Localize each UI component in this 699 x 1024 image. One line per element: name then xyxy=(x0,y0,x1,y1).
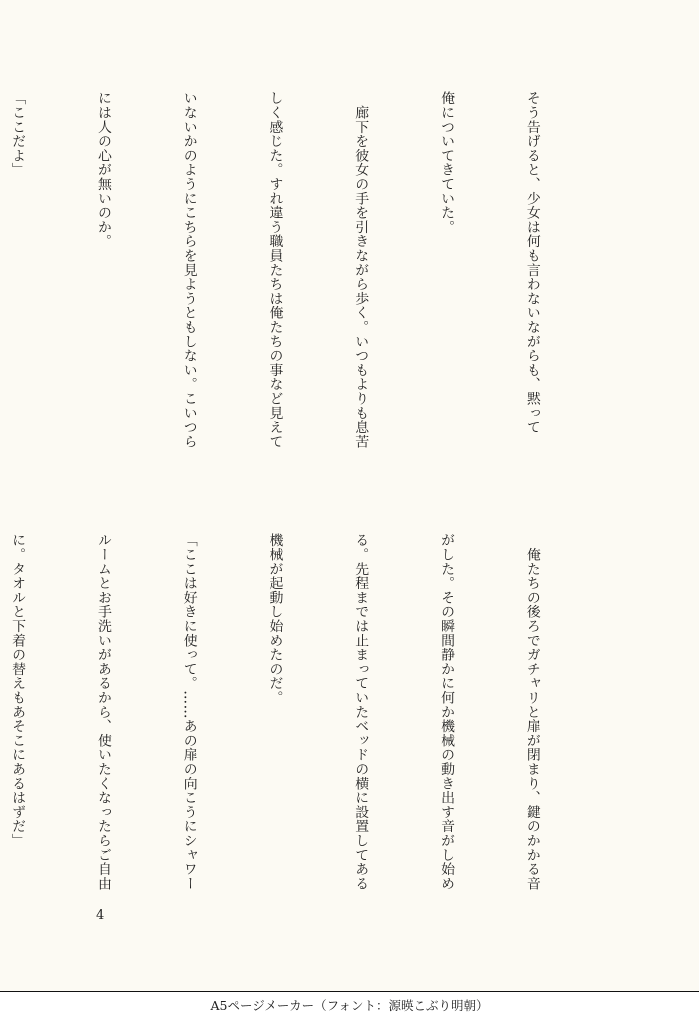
text-line: いないかのようにこちらを見ようともしない。こいつら xyxy=(180,91,197,449)
text-line: そう告げると、少女は何も言わないながらも、黙って xyxy=(523,91,540,435)
text-line: に。タオルと下着の替えもあそこにあるはずだ」 xyxy=(9,533,26,848)
text-line: 俺たちの後ろでガチャリと扉が閉まり、鍵のかかる音 xyxy=(523,533,540,891)
text-line: る。先程までは止まっていたベッドの横に設置してある xyxy=(352,533,369,891)
text-line: がした。その瞬間静かに何か機械の動き出す音がし始め xyxy=(438,533,455,891)
text-line: 俺についてきていた。 xyxy=(438,91,455,234)
text-line: 廊下を彼女の手を引きながら歩く。いつもよりも息苦 xyxy=(352,91,369,449)
bottom-text-block xyxy=(0,533,603,925)
text-line: ルームとお手洗いがあるから、使いたくなったらご自由 xyxy=(94,533,111,891)
page-number: 4 xyxy=(96,908,105,923)
footer-caption: A5ページメーカー（フォント：源暎こぶり明朝） xyxy=(210,998,489,1013)
text-line: しく感じた。すれ違う職員たちは俺たちの事など見えて xyxy=(266,91,283,449)
top-text-block xyxy=(0,91,603,483)
text-line: 「ここは好きに使って。……あの扉の向こうにシャワー xyxy=(180,533,197,891)
text-line: 機械が起動し始めたのだ。 xyxy=(266,533,283,705)
text-line: 「ここだよ」 xyxy=(9,91,26,177)
text-line: には人の心が無いのか。 xyxy=(94,91,111,249)
